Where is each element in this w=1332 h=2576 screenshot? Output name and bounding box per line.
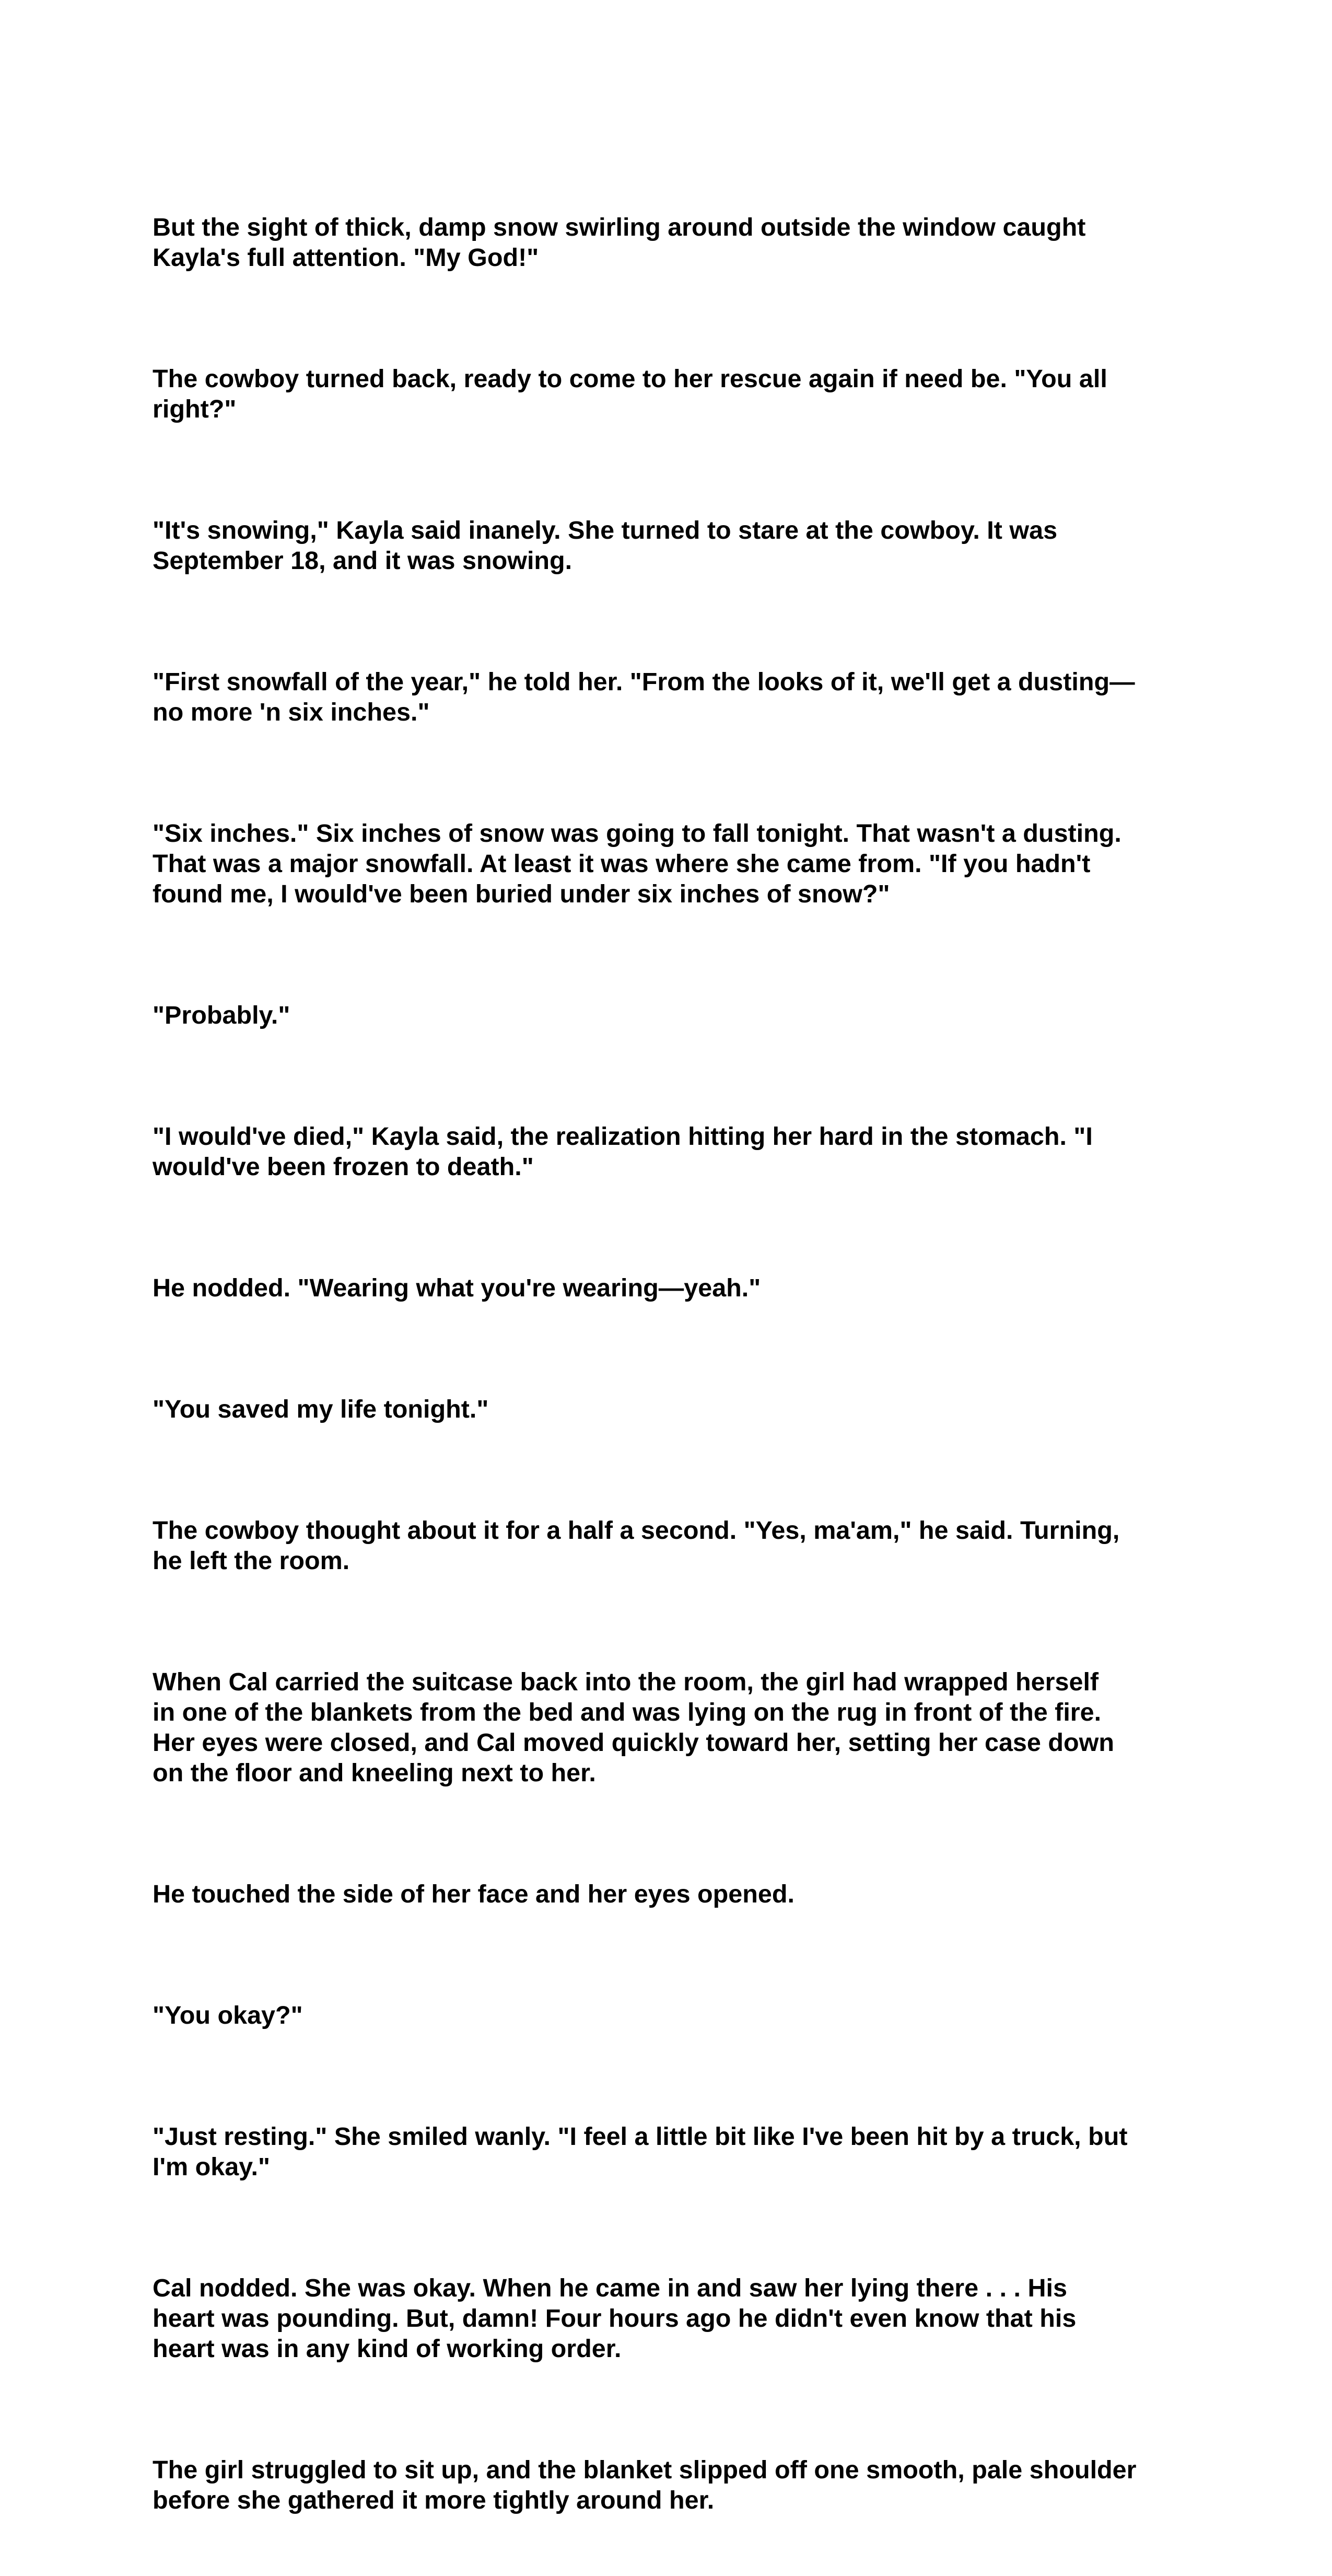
paragraph-15: Cal nodded. She was okay. When he came in and saw her lying there . . . His heart was pounding. But, damn! Four hours ago he didn't even know that his heart was in any kind of working order. bbox=[153, 2274, 1077, 2363]
paragraph-12: He touched the side of her face and her eyes opened. bbox=[153, 1880, 794, 1908]
paragraph-13: "You okay?" bbox=[153, 2001, 303, 2029]
paragraph-10: The cowboy thought about it for a half a second. "Yes, ma'am," he said. Turning, he left the room. bbox=[153, 1516, 1120, 1575]
body-text bbox=[153, 152, 1187, 2576]
paragraph-9: "You saved my life tonight." bbox=[153, 1395, 489, 1423]
paragraph-7: "I would've died," Kayla said, the realization hitting her hard in the stomach. "I would've been frozen to death." bbox=[153, 1122, 1093, 1181]
paragraph-5: "Six inches." Six inches of snow was going to fall tonight. That wasn't a dusting. That was a major snowfall. At least it was where she came from. "If you hadn't found me, I would've been buried under six inches of snow?" bbox=[153, 819, 1121, 908]
paragraph-2: The cowboy turned back, ready to come to her rescue again if need be. "You all right?" bbox=[153, 365, 1107, 423]
paragraph-1: But the sight of thick, damp snow swirling around outside the window caught Kayla's full attention. "My God!" bbox=[153, 213, 1086, 272]
paragraph-14: "Just resting." She smiled wanly. "I feel a little bit like I've been hit by a truck, but I'm okay." bbox=[153, 2122, 1128, 2181]
paragraph-6: "Probably." bbox=[153, 1001, 290, 1029]
paragraph-8: He nodded. "Wearing what you're wearing—yeah." bbox=[153, 1274, 761, 1302]
paragraph-16: The girl struggled to sit up, and the blanket slipped off one smooth, pale shoulder before she gathered it more tightly around her. bbox=[153, 2456, 1137, 2514]
paragraph-11: When Cal carried the suitcase back into the room, the girl had wrapped herself in one of the blankets from the bed and was lying on the rug in front of the fire. Her eyes were closed, and Cal moved quickly toward her, setting her case down on the floor and kneeling next to her. bbox=[153, 1668, 1114, 1787]
paragraph-4: "First snowfall of the year," he told her. "From the looks of it, we'll get a dusting— no more 'n six inches." bbox=[153, 668, 1135, 726]
paragraph-3: "It's snowing," Kayla said inanely. She turned to stare at the cowboy. It was September 18, and it was snowing. bbox=[153, 516, 1058, 575]
